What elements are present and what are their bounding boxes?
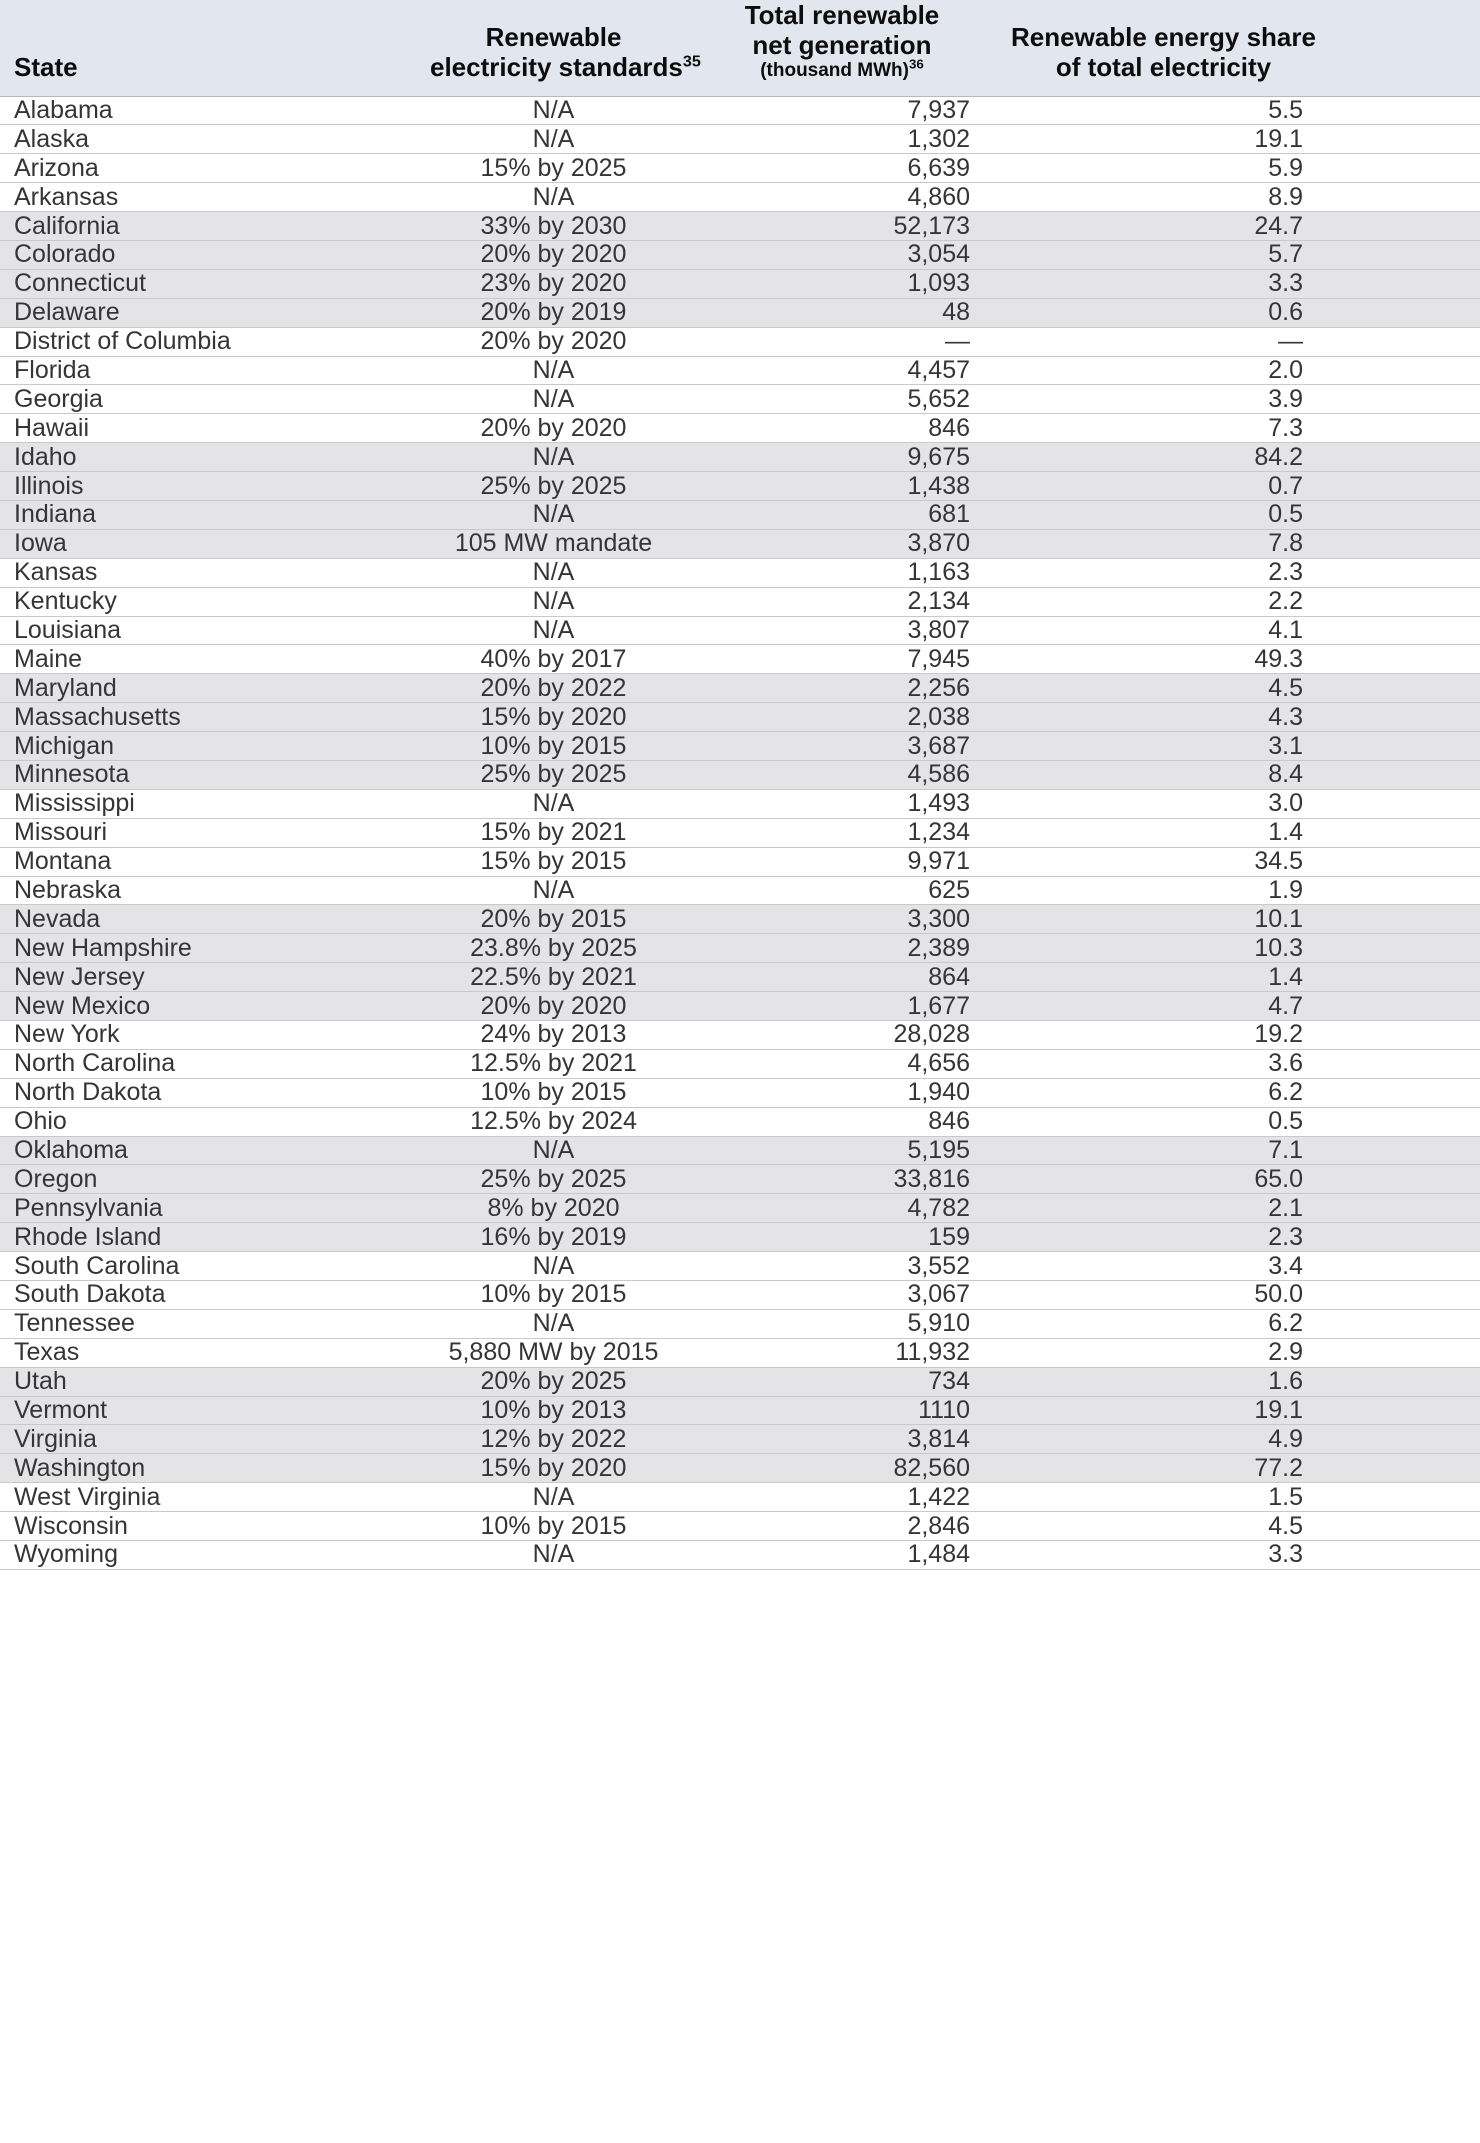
cell-state: Kentucky xyxy=(0,587,430,616)
table-row xyxy=(0,327,1480,356)
cell-state: New Mexico xyxy=(0,992,430,1021)
cell-standard: 20% by 2019 xyxy=(430,298,695,327)
cell-share: 24.7 xyxy=(995,212,1480,241)
cell-generation: 2,256 xyxy=(695,674,995,703)
table-row xyxy=(0,154,1480,183)
column-header-generation-line2: net generation xyxy=(752,30,932,61)
cell-state: California xyxy=(0,212,430,241)
cell-state: Arkansas xyxy=(0,183,430,212)
cell-standard: 10% by 2015 xyxy=(430,1281,695,1310)
table-row xyxy=(0,356,1480,385)
cell-generation: 6,639 xyxy=(695,154,995,183)
table-row xyxy=(0,500,1480,529)
cell-share: 0.7 xyxy=(995,472,1480,501)
cell-generation: 1,438 xyxy=(695,472,995,501)
cell-standard: N/A xyxy=(430,385,695,414)
cell-generation: 28,028 xyxy=(695,1021,995,1050)
table-row xyxy=(0,1194,1480,1223)
cell-standard: N/A xyxy=(430,183,695,212)
cell-state: Idaho xyxy=(0,443,430,472)
table-row xyxy=(0,760,1480,789)
cell-standard: N/A xyxy=(430,1136,695,1165)
cell-state: Nebraska xyxy=(0,876,430,905)
cell-standard: 25% by 2025 xyxy=(430,1165,695,1194)
cell-share: 8.9 xyxy=(995,183,1480,212)
cell-generation: 1,163 xyxy=(695,558,995,587)
cell-share: 49.3 xyxy=(995,645,1480,674)
cell-standard: N/A xyxy=(430,876,695,905)
column-header-generation-line1: Total renewable xyxy=(744,0,940,31)
cell-state: Utah xyxy=(0,1367,430,1396)
cell-generation: 4,586 xyxy=(695,760,995,789)
cell-generation: 1,422 xyxy=(695,1483,995,1512)
cell-share: 5.9 xyxy=(995,154,1480,183)
cell-share: 3.6 xyxy=(995,1049,1480,1078)
cell-generation: 5,910 xyxy=(695,1309,995,1338)
table-row xyxy=(0,558,1480,587)
cell-state: Connecticut xyxy=(0,269,430,298)
cell-standard: 25% by 2025 xyxy=(430,760,695,789)
cell-generation: 9,971 xyxy=(695,847,995,876)
cell-state: Vermont xyxy=(0,1396,430,1425)
cell-standard: 20% by 2020 xyxy=(430,327,695,356)
cell-generation: 3,687 xyxy=(695,732,995,761)
cell-state: Minnesota xyxy=(0,760,430,789)
cell-generation: 3,054 xyxy=(695,240,995,269)
cell-share: 4.5 xyxy=(995,1512,1480,1541)
table-row xyxy=(0,1309,1480,1338)
table-row xyxy=(0,269,1480,298)
cell-standard: N/A xyxy=(430,1309,695,1338)
cell-generation: 4,457 xyxy=(695,356,995,385)
cell-standard: 8% by 2020 xyxy=(430,1194,695,1223)
table-row xyxy=(0,385,1480,414)
cell-generation: 1,093 xyxy=(695,269,995,298)
cell-share: 4.9 xyxy=(995,1425,1480,1454)
table-row xyxy=(0,1078,1480,1107)
cell-generation: 33,816 xyxy=(695,1165,995,1194)
cell-share: 3.1 xyxy=(995,732,1480,761)
cell-generation: 2,389 xyxy=(695,934,995,963)
cell-standard: 23.8% by 2025 xyxy=(430,934,695,963)
cell-share: 2.0 xyxy=(995,356,1480,385)
cell-standard: 15% by 2021 xyxy=(430,818,695,847)
cell-share: 0.6 xyxy=(995,298,1480,327)
table-row xyxy=(0,96,1480,125)
table-row xyxy=(0,125,1480,154)
cell-share: 77.2 xyxy=(995,1454,1480,1483)
cell-standard: 40% by 2017 xyxy=(430,645,695,674)
cell-generation: 2,038 xyxy=(695,703,995,732)
table-row xyxy=(0,414,1480,443)
table-row xyxy=(0,963,1480,992)
column-header-share xyxy=(995,0,1480,96)
cell-state: Iowa xyxy=(0,529,430,558)
cell-share: — xyxy=(995,327,1480,356)
cell-state: Tennessee xyxy=(0,1309,430,1338)
cell-generation: 1,940 xyxy=(695,1078,995,1107)
cell-state: Nevada xyxy=(0,905,430,934)
cell-share: 34.5 xyxy=(995,847,1480,876)
cell-share: 4.3 xyxy=(995,703,1480,732)
column-header-share-line1: Renewable energy share xyxy=(1011,22,1316,53)
table-row xyxy=(0,1107,1480,1136)
table-row xyxy=(0,587,1480,616)
cell-generation: 846 xyxy=(695,1107,995,1136)
cell-state: Ohio xyxy=(0,1107,430,1136)
cell-share: 8.4 xyxy=(995,760,1480,789)
table-row xyxy=(0,789,1480,818)
cell-state: District of Columbia xyxy=(0,327,430,356)
column-header-state-label: State xyxy=(14,52,78,83)
cell-standard: N/A xyxy=(430,443,695,472)
table-row xyxy=(0,732,1480,761)
cell-generation: 1110 xyxy=(695,1396,995,1425)
cell-state: Louisiana xyxy=(0,616,430,645)
cell-standard: 12.5% by 2021 xyxy=(430,1049,695,1078)
cell-state: New Jersey xyxy=(0,963,430,992)
cell-share: 3.9 xyxy=(995,385,1480,414)
cell-generation: 1,484 xyxy=(695,1541,995,1570)
cell-state: South Dakota xyxy=(0,1281,430,1310)
cell-share: 84.2 xyxy=(995,443,1480,472)
table-row xyxy=(0,1512,1480,1541)
cell-state: Indiana xyxy=(0,500,430,529)
cell-share: 1.4 xyxy=(995,818,1480,847)
cell-generation: 846 xyxy=(695,414,995,443)
cell-state: Alabama xyxy=(0,96,430,125)
cell-share: 2.2 xyxy=(995,587,1480,616)
cell-state: Wisconsin xyxy=(0,1512,430,1541)
cell-share: 6.2 xyxy=(995,1309,1480,1338)
cell-standard: 5,880 MW by 2015 xyxy=(430,1338,695,1367)
cell-standard: 20% by 2025 xyxy=(430,1367,695,1396)
cell-share: 2.3 xyxy=(995,1223,1480,1252)
cell-standard: 33% by 2030 xyxy=(430,212,695,241)
cell-state: New York xyxy=(0,1021,430,1050)
cell-share: 4.5 xyxy=(995,674,1480,703)
table-row xyxy=(0,298,1480,327)
column-header-state xyxy=(0,0,430,96)
cell-generation: 2,846 xyxy=(695,1512,995,1541)
table-row xyxy=(0,1483,1480,1512)
cell-generation: 3,552 xyxy=(695,1252,995,1281)
cell-generation: 864 xyxy=(695,963,995,992)
table-body xyxy=(0,96,1480,1569)
table-row xyxy=(0,529,1480,558)
cell-state: Hawaii xyxy=(0,414,430,443)
table-row xyxy=(0,645,1480,674)
cell-state: West Virginia xyxy=(0,1483,430,1512)
cell-share: 5.7 xyxy=(995,240,1480,269)
table-row xyxy=(0,472,1480,501)
cell-generation: 681 xyxy=(695,500,995,529)
cell-standard: 105 MW mandate xyxy=(430,529,695,558)
cell-standard: N/A xyxy=(430,616,695,645)
cell-state: Washington xyxy=(0,1454,430,1483)
cell-generation: 5,195 xyxy=(695,1136,995,1165)
table-row xyxy=(0,934,1480,963)
table-row xyxy=(0,1454,1480,1483)
cell-generation: 3,814 xyxy=(695,1425,995,1454)
column-header-generation-units xyxy=(695,57,989,82)
cell-standard: 24% by 2013 xyxy=(430,1021,695,1050)
cell-share: 2.3 xyxy=(995,558,1480,587)
cell-generation: 625 xyxy=(695,876,995,905)
cell-state: Montana xyxy=(0,847,430,876)
table-row xyxy=(0,183,1480,212)
table-row xyxy=(0,1541,1480,1570)
cell-share: 7.8 xyxy=(995,529,1480,558)
table-row xyxy=(0,1136,1480,1165)
cell-share: 2.9 xyxy=(995,1338,1480,1367)
cell-generation: 4,782 xyxy=(695,1194,995,1223)
cell-share: 10.3 xyxy=(995,934,1480,963)
cell-generation: 1,302 xyxy=(695,125,995,154)
cell-generation: 3,067 xyxy=(695,1281,995,1310)
cell-generation: — xyxy=(695,327,995,356)
cell-state: Texas xyxy=(0,1338,430,1367)
cell-state: New Hampshire xyxy=(0,934,430,963)
table-row xyxy=(0,1338,1480,1367)
cell-standard: N/A xyxy=(430,125,695,154)
column-header-generation xyxy=(695,0,995,96)
cell-state: Florida xyxy=(0,356,430,385)
table-row xyxy=(0,674,1480,703)
cell-generation: 1,493 xyxy=(695,789,995,818)
cell-standard: 10% by 2015 xyxy=(430,732,695,761)
cell-share: 1.6 xyxy=(995,1367,1480,1396)
cell-generation: 11,932 xyxy=(695,1338,995,1367)
cell-generation: 2,134 xyxy=(695,587,995,616)
cell-generation: 3,870 xyxy=(695,529,995,558)
cell-standard: 15% by 2020 xyxy=(430,703,695,732)
cell-generation: 5,652 xyxy=(695,385,995,414)
cell-share: 1.5 xyxy=(995,1483,1480,1512)
cell-standard: 20% by 2015 xyxy=(430,905,695,934)
cell-standard: N/A xyxy=(430,558,695,587)
cell-state: Massachusetts xyxy=(0,703,430,732)
cell-share: 7.3 xyxy=(995,414,1480,443)
cell-standard: N/A xyxy=(430,1541,695,1570)
cell-share: 2.1 xyxy=(995,1194,1480,1223)
cell-share: 4.7 xyxy=(995,992,1480,1021)
cell-state: Georgia xyxy=(0,385,430,414)
cell-state: Maryland xyxy=(0,674,430,703)
cell-state: South Carolina xyxy=(0,1252,430,1281)
cell-state: Virginia xyxy=(0,1425,430,1454)
cell-standard: 16% by 2019 xyxy=(430,1223,695,1252)
table-row xyxy=(0,905,1480,934)
cell-standard: 15% by 2020 xyxy=(430,1454,695,1483)
cell-generation: 3,300 xyxy=(695,905,995,934)
cell-standard: 20% by 2022 xyxy=(430,674,695,703)
cell-share: 65.0 xyxy=(995,1165,1480,1194)
cell-standard: 23% by 2020 xyxy=(430,269,695,298)
cell-state: Arizona xyxy=(0,154,430,183)
cell-generation: 1,234 xyxy=(695,818,995,847)
table-row xyxy=(0,1367,1480,1396)
cell-generation: 48 xyxy=(695,298,995,327)
cell-generation: 52,173 xyxy=(695,212,995,241)
table-row xyxy=(0,1396,1480,1425)
cell-generation: 7,937 xyxy=(695,96,995,125)
table-row xyxy=(0,443,1480,472)
cell-generation: 1,677 xyxy=(695,992,995,1021)
cell-standard: 20% by 2020 xyxy=(430,992,695,1021)
table-row xyxy=(0,1252,1480,1281)
table-row xyxy=(0,1425,1480,1454)
table-row xyxy=(0,847,1480,876)
cell-standard: N/A xyxy=(430,1483,695,1512)
cell-state: Oklahoma xyxy=(0,1136,430,1165)
column-header-generation-units-text: (thousand MWh) xyxy=(760,60,909,82)
column-header-standards-line2-text: electricity standards xyxy=(430,52,683,83)
cell-share: 0.5 xyxy=(995,1107,1480,1136)
cell-state: Illinois xyxy=(0,472,430,501)
cell-standard: 10% by 2013 xyxy=(430,1396,695,1425)
cell-share: 4.1 xyxy=(995,616,1480,645)
cell-share: 3.3 xyxy=(995,1541,1480,1570)
table-row xyxy=(0,240,1480,269)
cell-generation: 734 xyxy=(695,1367,995,1396)
table-header-row xyxy=(0,0,1480,96)
table-row xyxy=(0,703,1480,732)
cell-state: Colorado xyxy=(0,240,430,269)
table-row xyxy=(0,876,1480,905)
cell-standard: N/A xyxy=(430,96,695,125)
table-row xyxy=(0,992,1480,1021)
cell-state: Mississippi xyxy=(0,789,430,818)
cell-share: 19.1 xyxy=(995,125,1480,154)
table-row xyxy=(0,1165,1480,1194)
cell-share: 19.1 xyxy=(995,1396,1480,1425)
cell-generation: 159 xyxy=(695,1223,995,1252)
cell-generation: 82,560 xyxy=(695,1454,995,1483)
cell-standard: N/A xyxy=(430,1252,695,1281)
cell-standard: 10% by 2015 xyxy=(430,1078,695,1107)
table-row xyxy=(0,616,1480,645)
cell-share: 1.9 xyxy=(995,876,1480,905)
column-header-standards-line2 xyxy=(430,52,701,83)
cell-state: Missouri xyxy=(0,818,430,847)
table-row xyxy=(0,212,1480,241)
cell-state: North Dakota xyxy=(0,1078,430,1107)
cell-state: Oregon xyxy=(0,1165,430,1194)
table-row xyxy=(0,1021,1480,1050)
cell-state: Michigan xyxy=(0,732,430,761)
cell-share: 5.5 xyxy=(995,96,1480,125)
cell-share: 0.5 xyxy=(995,500,1480,529)
cell-share: 3.4 xyxy=(995,1252,1480,1281)
cell-share: 19.2 xyxy=(995,1021,1480,1050)
table-header xyxy=(0,0,1480,96)
cell-standard: 20% by 2020 xyxy=(430,414,695,443)
cell-share: 10.1 xyxy=(995,905,1480,934)
cell-state: Pennsylvania xyxy=(0,1194,430,1223)
cell-standard: 12% by 2022 xyxy=(430,1425,695,1454)
cell-generation: 9,675 xyxy=(695,443,995,472)
cell-standard: 15% by 2025 xyxy=(430,154,695,183)
cell-standard: N/A xyxy=(430,500,695,529)
footnote-marker-35: 35 xyxy=(682,52,701,71)
cell-share: 6.2 xyxy=(995,1078,1480,1107)
cell-share: 50.0 xyxy=(995,1281,1480,1310)
cell-share: 1.4 xyxy=(995,963,1480,992)
cell-state: North Carolina xyxy=(0,1049,430,1078)
column-header-standards-line1: Renewable xyxy=(485,22,622,53)
cell-generation: 7,945 xyxy=(695,645,995,674)
cell-standard: 15% by 2015 xyxy=(430,847,695,876)
column-header-standards xyxy=(430,0,701,96)
table-row xyxy=(0,818,1480,847)
cell-standard: 10% by 2015 xyxy=(430,1512,695,1541)
table-row xyxy=(0,1281,1480,1310)
cell-generation: 4,860 xyxy=(695,183,995,212)
cell-share: 3.3 xyxy=(995,269,1480,298)
cell-state: Wyoming xyxy=(0,1541,430,1570)
cell-generation: 3,807 xyxy=(695,616,995,645)
cell-standard: 20% by 2020 xyxy=(430,240,695,269)
cell-generation: 4,656 xyxy=(695,1049,995,1078)
cell-standard: 25% by 2025 xyxy=(430,472,695,501)
cell-state: Delaware xyxy=(0,298,430,327)
cell-standard: 12.5% by 2024 xyxy=(430,1107,695,1136)
cell-state: Alaska xyxy=(0,125,430,154)
cell-share: 3.0 xyxy=(995,789,1480,818)
cell-share: 7.1 xyxy=(995,1136,1480,1165)
cell-standard: N/A xyxy=(430,789,695,818)
cell-standard: N/A xyxy=(430,356,695,385)
cell-standard: N/A xyxy=(430,587,695,616)
table-row xyxy=(0,1223,1480,1252)
footnote-marker-36: 36 xyxy=(909,57,924,73)
cell-state: Kansas xyxy=(0,558,430,587)
cell-state: Rhode Island xyxy=(0,1223,430,1252)
column-header-share-line2: of total electricity xyxy=(1055,52,1272,83)
table-row xyxy=(0,1049,1480,1078)
cell-state: Maine xyxy=(0,645,430,674)
cell-standard: 22.5% by 2021 xyxy=(430,963,695,992)
